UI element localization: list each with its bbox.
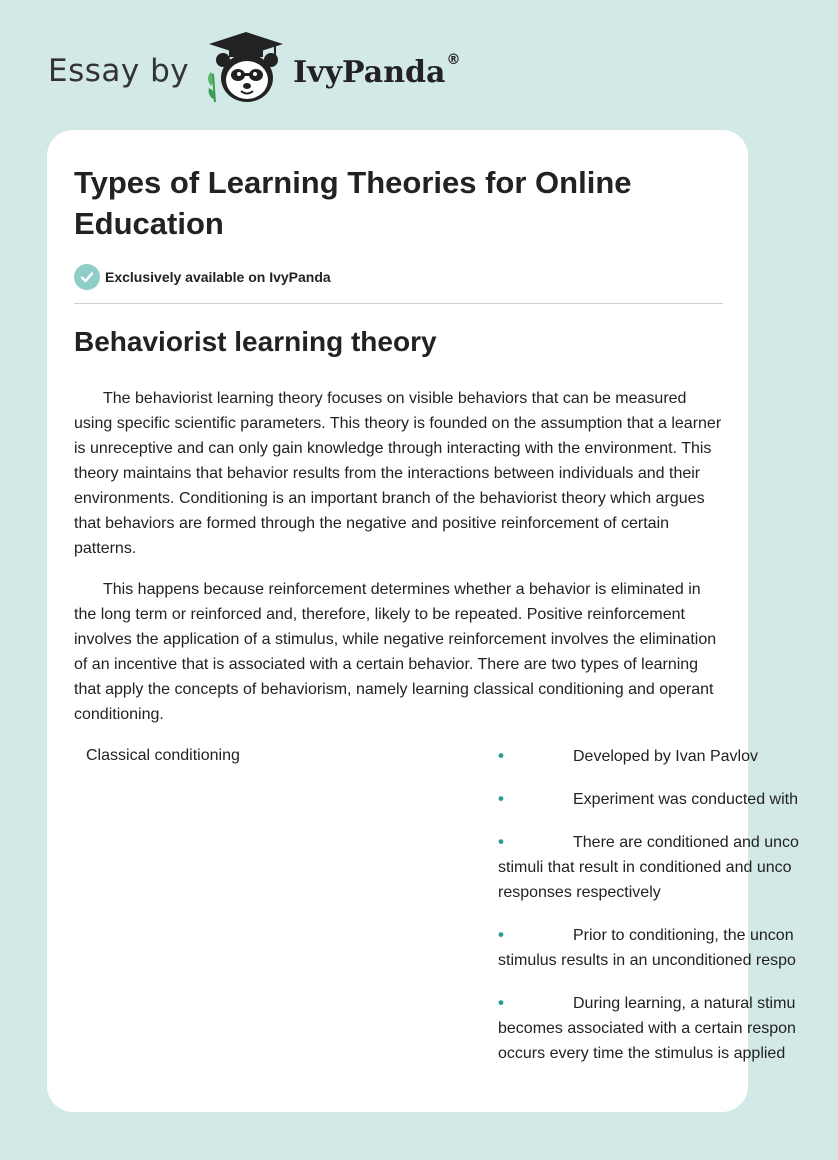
list-item-line xyxy=(498,786,838,812)
list-item-text: Prior to conditioning, the uncon xyxy=(573,927,794,944)
list-item-line xyxy=(498,855,838,880)
bullet-list xyxy=(498,743,838,1083)
check-icon xyxy=(74,264,100,290)
list-item-line xyxy=(498,990,838,1016)
exclusive-label: Exclusively available on IvyPanda xyxy=(105,269,331,285)
list-item-line xyxy=(498,743,838,769)
list-item-text: During learning, a natural stimu xyxy=(573,995,796,1012)
brand-name-text: IvyPanda xyxy=(293,55,446,90)
list-item xyxy=(498,743,838,769)
list-item xyxy=(498,786,838,812)
list-item-text: There are conditioned and unco xyxy=(573,834,799,851)
bullet-icon: • xyxy=(498,746,504,765)
panda-mascot-icon xyxy=(203,30,289,106)
list-item-text: stimuli that result in conditioned and unco xyxy=(498,859,792,876)
registered-mark: ® xyxy=(446,52,461,68)
list-item-text: Developed by Ivan Pavlov xyxy=(573,748,758,765)
list-item-line xyxy=(498,948,838,973)
list-item-line xyxy=(498,880,838,905)
paragraph-2: This happens because reinforcement determines whether a behavior is eliminated in the long term or reinforced and, therefore, likely to be repeated. Positive reinforcement involves the application of a stimulus, while negative reinforcement involves the elimination of an incentive that is associated with a certain behavior. There are two types of learning that apply the concepts of behaviorism, namely learning classical conditioning and operant conditioning. xyxy=(74,581,717,723)
bullet-icon: • xyxy=(498,789,504,808)
list-item-text: stimulus results in an unconditioned respo xyxy=(498,952,796,969)
list-item xyxy=(498,990,838,1066)
list-item-text: responses respectively xyxy=(498,884,661,901)
bullet-icon: • xyxy=(498,832,504,851)
list-item-text: becomes associated with a certain respon xyxy=(498,1020,796,1037)
brand-name xyxy=(293,52,460,90)
brand-logo[interactable] xyxy=(48,36,460,106)
essay-by-label: Essay by xyxy=(48,53,190,89)
paragraph-1: The behaviorist learning theory focuses on visible behaviors that can be measured using specific scientific parameters. This theory is founded on the assumption that a learner is unreceptive and can only gain knowledge through interacting with the environment. This theory maintains that behavior results from the interactions between individuals and their environments. Conditioning is an important branch of the behaviorist theory which argues that behaviors are formed through the negative and positive reinforcement of certain patterns. xyxy=(74,390,722,557)
bullet-icon: • xyxy=(498,993,504,1012)
article-card xyxy=(47,130,799,1112)
section-heading: Behaviorist learning theory xyxy=(74,326,437,357)
divider xyxy=(74,303,723,304)
list-item-line xyxy=(498,829,838,855)
list-item-line xyxy=(498,922,838,948)
bullet-icon: • xyxy=(498,925,504,944)
list-item xyxy=(498,922,838,973)
list-item-line xyxy=(498,1041,838,1066)
table-cell-classical-conditioning: Classical conditioning xyxy=(86,747,240,764)
site-header xyxy=(0,0,800,130)
exclusive-badge xyxy=(74,264,331,290)
page-title: Types of Learning Theories for Online Education xyxy=(74,165,632,241)
list-item xyxy=(498,829,838,905)
list-item-line xyxy=(498,1016,838,1041)
list-item-text: occurs every time the stimulus is applied xyxy=(498,1045,786,1062)
list-item-text: Experiment was conducted with xyxy=(573,791,798,808)
